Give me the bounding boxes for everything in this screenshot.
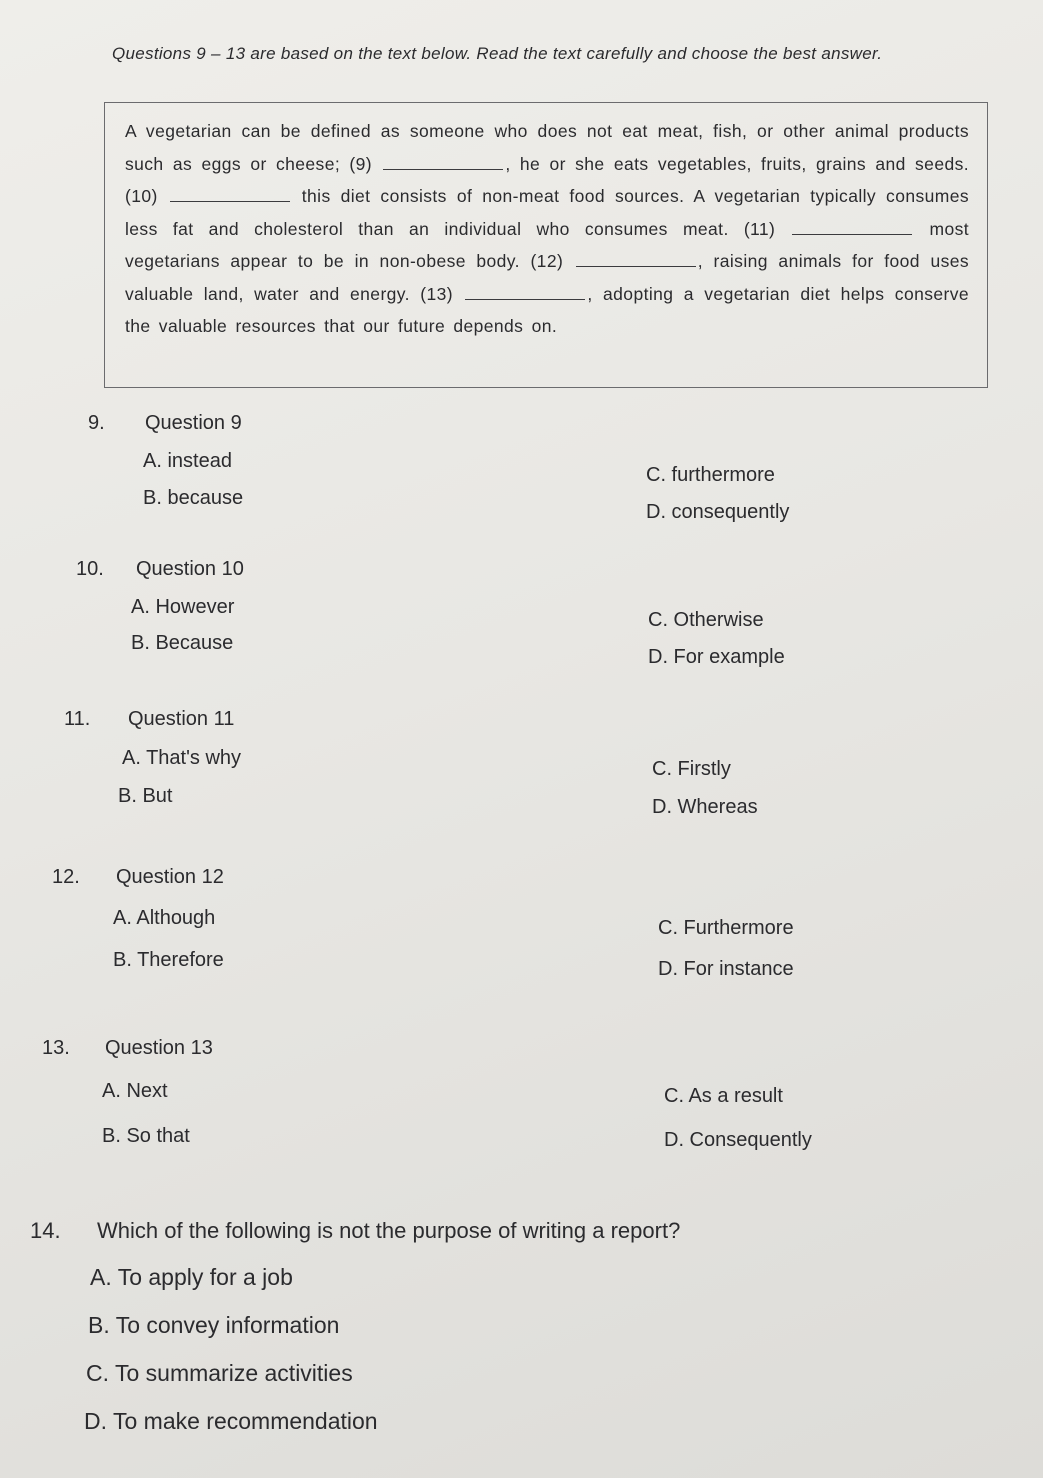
passage-sentence-2: , he or she eats vegetables, fruits, grains and seeds. (10) [125, 153, 969, 206]
option-a[interactable]: A. However [131, 596, 235, 618]
question-text: Which of the following is not the purpose of writing a report? [97, 1218, 681, 1243]
blank-13 [465, 283, 585, 300]
passage-sentence-1: A vegetarian can be defined as someone who does not eat meat, fish, or other animal products such as eggs or cheese; (9) [125, 121, 969, 174]
question-number: 11. [64, 708, 91, 730]
option-c[interactable]: C. To summarize activities [86, 1360, 353, 1386]
option-c[interactable]: C. Furthermore [658, 917, 794, 939]
question-title: Question 12 [116, 866, 224, 888]
question-number: 13. [42, 1037, 70, 1059]
option-d[interactable]: D. To make recommendation [84, 1408, 378, 1434]
blank-11 [792, 218, 912, 235]
option-b[interactable]: B. But [118, 785, 173, 807]
option-c[interactable]: C. furthermore [646, 464, 775, 486]
question-title: Question 13 [105, 1037, 213, 1059]
option-d[interactable]: D. consequently [646, 501, 790, 523]
question-number: 10. [76, 558, 104, 580]
question-title: Question 9 [145, 412, 242, 434]
option-c[interactable]: C. Otherwise [648, 609, 764, 631]
option-c[interactable]: C. As a result [664, 1085, 783, 1107]
passage-box [104, 102, 988, 388]
option-d[interactable]: D. For example [648, 646, 785, 668]
blank-10 [170, 185, 290, 202]
option-c[interactable]: C. Firstly [652, 758, 731, 780]
instructions-text: Questions 9 – 13 are based on the text below. Read the text carefully and choose the best answer. [112, 44, 883, 63]
option-a[interactable]: A. To apply for a job [90, 1264, 293, 1290]
question-title: Question 10 [136, 558, 244, 580]
option-b[interactable]: B. because [143, 487, 244, 509]
passage-sentence-4: most vegetarians appear to be in non-obese body. (12) [125, 218, 970, 271]
option-a[interactable]: A. That's why [122, 747, 242, 769]
question-number: 14. [30, 1218, 61, 1243]
option-b[interactable]: B. Therefore [113, 949, 224, 971]
option-b[interactable]: B. So that [102, 1125, 190, 1147]
option-a[interactable]: A. Although [113, 907, 216, 929]
option-a[interactable]: A. instead [143, 450, 232, 472]
option-b[interactable]: B. Because [131, 632, 234, 654]
question-number: 12. [52, 866, 80, 888]
question-title: Question 11 [128, 708, 235, 730]
blank-9 [383, 153, 503, 170]
question-number: 9. [88, 412, 105, 434]
option-d[interactable]: D. Consequently [664, 1129, 812, 1151]
option-a[interactable]: A. Next [102, 1080, 168, 1102]
passage-sentence-5: , raising animals for food uses valuable land, water and energy. (13) [125, 251, 970, 304]
blank-12 [576, 250, 696, 267]
option-d[interactable]: D. For instance [658, 958, 794, 980]
passage-sentence-3: this diet consists of non-meat food sources. A vegetarian typically consumes less fat and cholesterol than an individual who consumes meat. (11) [125, 186, 970, 239]
option-b[interactable]: B. To convey information [88, 1312, 340, 1338]
passage-sentence-6: , adopting a vegetarian diet helps conserve the valuable resources that our future depends on. [125, 283, 969, 336]
option-d[interactable]: D. Whereas [652, 796, 758, 818]
